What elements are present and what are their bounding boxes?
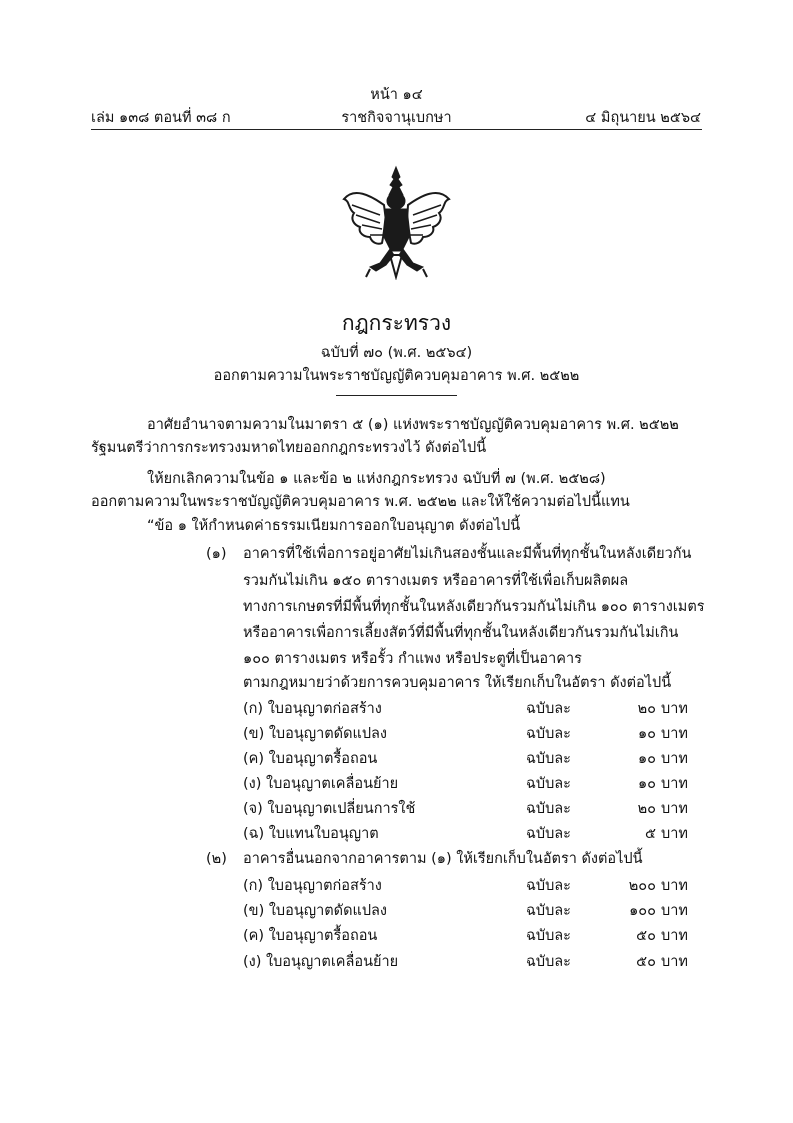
item-1-line: ทางการเกษตรที่มีพื้นที่ทุกชั้นในหลังเดียวกันรวมกันไม่เกิน ๑๐๐ ตารางเมตร xyxy=(243,599,705,615)
fee-amount: ๕๐ xyxy=(636,928,656,944)
clause-1-heading: “ข้อ ๑ ให้กำหนดค่าธรรมเนียมการออกใบอนุญาต ดังต่อไปนี้ xyxy=(147,518,521,534)
fee-label: (ฉ) ใบแทนใบอนุญาต xyxy=(243,826,379,842)
fee-amount: ๕๐ xyxy=(636,954,656,970)
fee-unit: ฉบับละ xyxy=(526,928,571,944)
fee-label: (จ) ใบอนุญาตเปลี่ยนการใช้ xyxy=(243,801,416,817)
item-1-line: รวมกันไม่เกิน ๑๕๐ ตารางเมตร หรืออาคารที่ใช้เพื่อเก็บผลิตผล xyxy=(243,573,629,589)
fee-label: (ข) ใบอนุญาตดัดแปลง xyxy=(243,903,388,919)
fee-currency: บาท xyxy=(661,954,688,970)
item-1-line: อาคารที่ใช้เพื่อการอยู่อาศัยไม่เกินสองชั้นและมีพื้นที่ทุกชั้นในหลังเดียวกัน xyxy=(243,546,692,562)
fee-unit: ฉบับละ xyxy=(526,701,571,717)
fee-amount: ๒๐ xyxy=(637,701,656,717)
fee-amount: ๒๐ xyxy=(637,801,656,817)
fee-currency: บาท xyxy=(661,701,688,717)
repeal-line-1: ให้ยกเลิกความในข้อ ๑ และข้อ ๒ แห่งกฎกระทรวง ฉบับที่ ๗ (พ.ศ. ๒๕๒๘) xyxy=(147,471,606,487)
fee-currency: บาท xyxy=(661,826,688,842)
fee-amount: ๕ xyxy=(645,826,656,842)
fee-unit: ฉบับละ xyxy=(526,826,571,842)
item-1-marker: (๑) xyxy=(206,546,227,562)
fee-amount: ๑๐ xyxy=(637,751,656,767)
volume-info: เล่ม ๑๓๘ ตอนที่ ๓๘ ก xyxy=(91,110,231,126)
fee-currency: บาท xyxy=(661,878,688,894)
fee-currency: บาท xyxy=(661,776,688,792)
publication-date: ๔ มิถุนายน ๒๕๖๔ xyxy=(585,110,701,126)
fee-label: (ข) ใบอนุญาตดัดแปลง xyxy=(243,726,388,742)
header-rule xyxy=(91,129,702,130)
preamble-line-2: รัฐมนตรีว่าการกระทรวงมหาดไทยออกกฎกระทรวงไว้ ดังต่อไปนี้ xyxy=(91,440,487,456)
item-2-marker: (๒) xyxy=(206,851,227,867)
fee-currency: บาท xyxy=(661,928,688,944)
fee-amount: ๑๐ xyxy=(637,776,656,792)
fee-currency: บาท xyxy=(661,726,688,742)
page-number: หน้า ๑๔ xyxy=(370,87,423,103)
item-1-line: ตามกฎหมายว่าด้วยการควบคุมอาคาร ให้เรียกเก็บในอัตรา ดังต่อไปนี้ xyxy=(243,675,672,691)
fee-label: (ก) ใบอนุญาตก่อสร้าง xyxy=(243,878,382,894)
fee-currency: บาท xyxy=(661,903,688,919)
authority-line: ออกตามความในพระราชบัญญัติควบคุมอาคาร พ.ศ. ๒๕๒๒ xyxy=(213,368,580,384)
fee-unit: ฉบับละ xyxy=(526,801,571,817)
document-title: กฎกระทรวง xyxy=(341,311,452,335)
fee-currency: บาท xyxy=(661,801,688,817)
item-1-line: ๑๐๐ ตารางเมตร หรือรั้ว กำแพง หรือประตูที่เป็นอาคาร xyxy=(243,651,582,667)
publication-name: ราชกิจจานุเบกษา xyxy=(341,110,452,126)
fee-amount: ๒๐๐ xyxy=(628,878,656,894)
fee-unit: ฉบับละ xyxy=(526,751,571,767)
item-2-line: อาคารอื่นนอกจากอาคารตาม (๑) ให้เรียกเก็บในอัตรา ดังต่อไปนี้ xyxy=(243,851,643,867)
fee-label: (ค) ใบอนุญาตรื้อถอน xyxy=(243,928,378,944)
fee-currency: บาท xyxy=(661,751,688,767)
fee-label: (ง) ใบอนุญาตเคลื่อนย้าย xyxy=(243,954,399,970)
fee-label: (ง) ใบอนุญาตเคลื่อนย้าย xyxy=(243,776,399,792)
item-1-line: หรืออาคารเพื่อการเลี้ยงสัตว์ที่มีพื้นที่ทุกชั้นในหลังเดียวกันรวมกันไม่เกิน xyxy=(243,625,679,641)
fee-label: (ก) ใบอนุญาตก่อสร้าง xyxy=(243,701,382,717)
repeal-line-2: ออกตามความในพระราชบัญญัติควบคุมอาคาร พ.ศ. ๒๕๒๒ และให้ใช้ความต่อไปนี้แทน xyxy=(91,494,630,510)
preamble-line-1: อาศัยอำนาจตามความในมาตรา ๕ (๑) แห่งพระราชบัญญัติควบคุมอาคาร พ.ศ. ๒๕๒๒ xyxy=(147,417,679,433)
garuda-emblem-icon xyxy=(340,165,453,280)
fee-unit: ฉบับละ xyxy=(526,776,571,792)
fee-unit: ฉบับละ xyxy=(526,878,571,894)
fee-unit: ฉบับละ xyxy=(526,903,571,919)
title-rule xyxy=(336,395,457,396)
fee-label: (ค) ใบอนุญาตรื้อถอน xyxy=(243,751,378,767)
issue-number: ฉบับที่ ๗๐ (พ.ศ. ๒๕๖๔) xyxy=(320,345,473,361)
fee-unit: ฉบับละ xyxy=(526,954,571,970)
fee-amount: ๑๐๐ xyxy=(629,903,656,919)
fee-unit: ฉบับละ xyxy=(526,726,571,742)
fee-amount: ๑๐ xyxy=(637,726,656,742)
